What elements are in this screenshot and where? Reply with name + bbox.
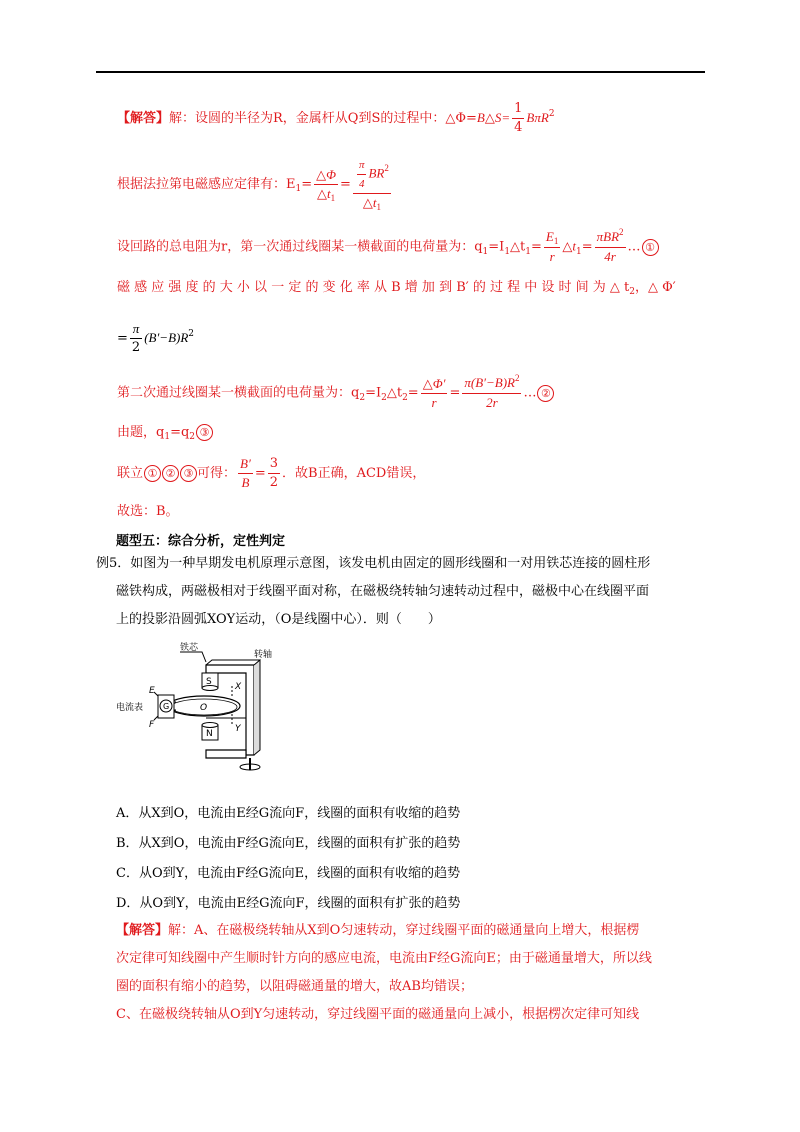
circle-marker-2: ② — [537, 385, 554, 402]
generator-diagram — [114, 640, 274, 779]
svg-text:Y: Y — [235, 724, 241, 734]
svg-text:G: G — [163, 702, 170, 711]
circle-marker-3: ③ — [196, 424, 213, 441]
answer1-line8: 联立 ① ② ③ 可得： $\frac{B'}{B}$ = $\frac{3}{2}$ ．故B正确，ACD错误， — [117, 456, 426, 490]
svg-text:转轴: 转轴 — [254, 650, 273, 660]
answer1-line3: 设回路的总电阻为r，第一次通过线圈某一横截面的电荷量为：$q_1=I_1\triangle t_1=$ $\frac{E_1}{r}$ $\triangle t_1=$ $\frac{\pi BR^2}{4r}$ … ① — [117, 228, 659, 266]
answer1-line9: 故选：B。 — [117, 504, 179, 519]
example-question — [96, 550, 708, 634]
svg-text:O: O — [200, 703, 208, 713]
svg-text:S: S — [206, 677, 212, 687]
example-line3: 上的投影沿圆弧XOY运动，（O是线圈中心）．则（ ） — [116, 612, 441, 627]
circle-marker-1: ① — [642, 239, 659, 256]
option-d[interactable]: D．从O到Y，电流由E经G流向F，线圈的面积有扩张的趋势 — [116, 896, 461, 911]
header-rule — [96, 71, 705, 73]
answer1-line5: = $\frac{\pi}{2}$ $(B'-B)R^2$ — [117, 321, 195, 355]
example-line2: 磁铁构成，两磁极相对于线圈平面对称，在磁极绕转轴匀速转动过程中，磁极中心在线圈平面 — [116, 584, 650, 599]
option-c[interactable]: C．从O到Y，电流由F经G流向E，线圈的面积有收缩的趋势 — [116, 866, 461, 881]
svg-text:E: E — [149, 686, 155, 696]
svg-text:铁芯: 铁芯 — [180, 643, 199, 653]
answer1-line1: 【解答】解：设圆的半径为R，金属杆从Q到S的过程中：△Φ=B△S= $\frac{1}{4}$ BπR$^2$ — [117, 101, 555, 135]
answer1-line2: 根据法拉第电磁感应定律有：$E_1=$ $\frac{\triangle\Phi}{\triangle t_1}$ = $\frac{\pi}{4}$ $BR^2$ $\triangle t_1$ — [117, 156, 393, 213]
example-line1: 例5．如图为一种早期发电机原理示意图，该发电机由固定的圆形线圈和一对用铁芯连接的圆柱形 — [96, 556, 651, 571]
answer1-line4: 磁 感 应 强 度 的 大 小 以 一 定 的 变 化 率 从 B 增 加 到 B′ 的 过 程 中 设 时 间 为 △ $t_2$，△ Φ′ — [117, 280, 676, 297]
answer1-line6: 第二次通过线圈某一横截面的电荷量为：$q_2=I_2\triangle t_2=$ $\frac{\triangle\Phi'}{r}$ = $\frac{\pi(B'-B)R^2}{2r}$ … ② — [117, 374, 554, 412]
option-b[interactable]: B．从X到O，电流由F经G流向E，线圈的面积有扩张的趋势 — [116, 836, 461, 851]
answer2: 【解答】解：A、在磁极绕转轴从X到O匀速转动，穿过线圈平面的磁通量向上增大，根据楞 次定律可知线圈中产生顺时针方向的感应电流，电流由F经G流向E；由于磁通量增大，所以线 圈的面积有缩小的趋势，以阻碍磁通量的增大，故AB均错误； C、在磁极绕转轴从O到Y匀速转动，穿过线圈平面的磁通量向上减小，根据楞次定律可知线 — [116, 923, 652, 1022]
svg-text:电流表: 电流表 — [116, 703, 144, 713]
svg-text:F: F — [149, 720, 155, 730]
answer1-line7: 由题，$q_1=q_2$ ③ — [117, 421, 213, 441]
section-heading: 题型五：综合分析，定性判定 — [116, 534, 286, 549]
svg-text:N: N — [206, 729, 213, 739]
option-a[interactable]: A．从X到O，电流由E经G流向F，线圈的面积有收缩的趋势 — [116, 806, 461, 821]
svg-text:X: X — [235, 682, 242, 692]
